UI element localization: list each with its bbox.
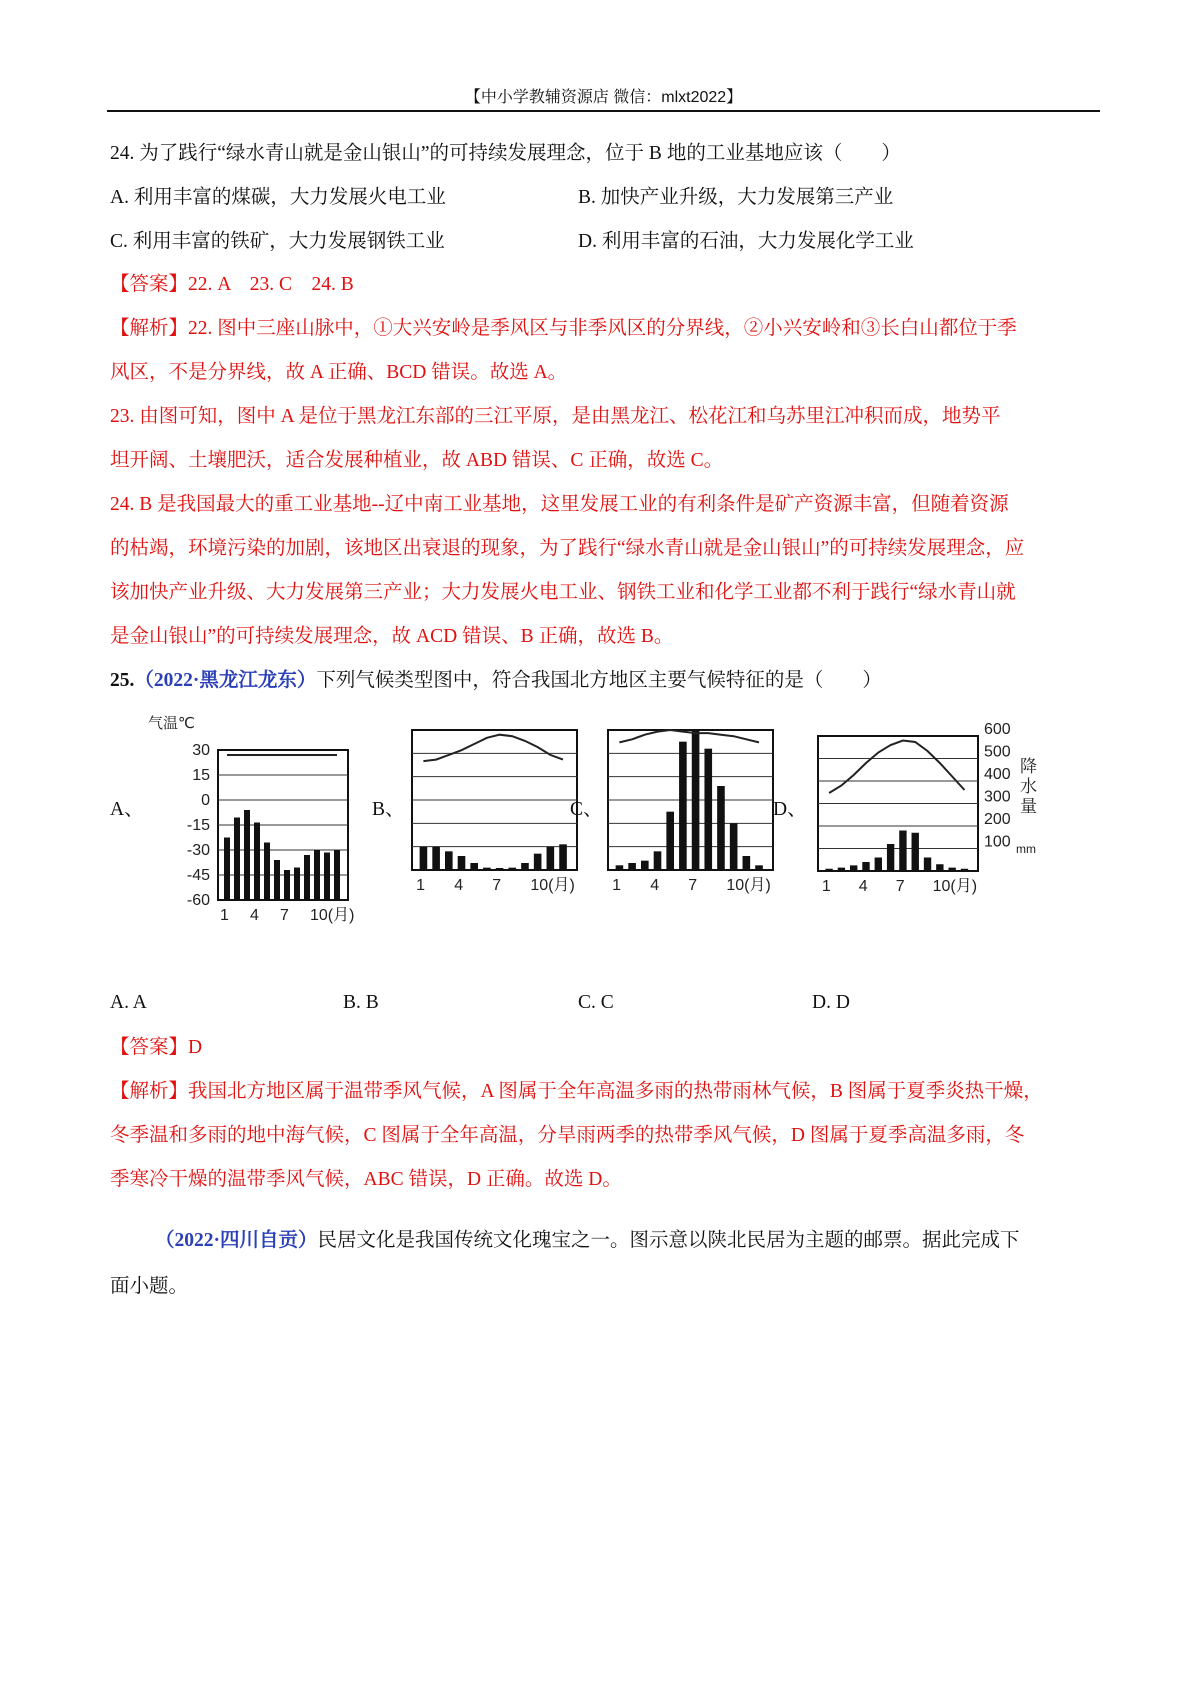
intro-line: 面小题。: [110, 1276, 189, 1297]
intro-line: [155, 1229, 1020, 1253]
precipitation-bar: [470, 863, 478, 870]
answer-label: 【答案】: [110, 1037, 189, 1058]
precipitation-bar: [654, 851, 662, 870]
answer-block-2: [110, 1036, 202, 1060]
temperature-tick-label: 0: [201, 792, 210, 809]
x-tick-label: 10(月): [310, 907, 355, 924]
answer-text: 22. A 23. C 24. B: [188, 274, 354, 295]
precipitation-bar: [743, 856, 751, 870]
precipitation-tick-label: 100: [984, 833, 1011, 851]
x-tick-label: 1: [821, 878, 831, 895]
precipitation-bar: [294, 868, 300, 901]
q25-option-b: B. B: [343, 992, 379, 1013]
precipitation-tick-label: 500: [984, 743, 1011, 761]
analysis-line: 风区，不是分界线，故 A 正确、BCD 错误。故选 A。: [110, 362, 568, 383]
precipitation-axis-label: 量: [1020, 797, 1037, 816]
page-header: 【中小学教辅资源店 微信：mlxt2022】: [464, 89, 743, 106]
analysis-line: 季寒冷干燥的温带季风气候，ABC 错误，D 正确。故选 D。: [110, 1169, 622, 1190]
x-tick-label: 10(月): [726, 877, 771, 894]
precipitation-bar: [641, 861, 649, 870]
x-tick-label: 7: [895, 878, 905, 895]
chart-letter-d: D、: [773, 799, 807, 820]
temperature-tick-label: -45: [186, 867, 210, 884]
precipitation-bar: [616, 865, 624, 870]
climate-charts: [0, 700, 1200, 980]
precipitation-bar: [628, 863, 636, 870]
analysis-line: 23. 由图可知，图中 A 是位于黑龙江东部的三江平原，是由黑龙江、松花江和乌苏里江冲积而成，地势平: [110, 406, 1001, 427]
precipitation-bar: [924, 858, 931, 872]
precipitation-bar: [850, 865, 857, 871]
precipitation-tick-label: 400: [984, 766, 1011, 783]
precipitation-bar: [862, 862, 869, 871]
temperature-axis-label: 气温℃: [148, 715, 195, 732]
precipitation-bar: [559, 844, 567, 870]
temperature-tick-label: -30: [186, 842, 210, 859]
q24-stem: 24. 为了践行“绿水青山就是金山银山”的可持续发展理念，位于 B 地的工业基地应该（ ）: [110, 143, 901, 164]
precipitation-bar: [244, 810, 250, 900]
intro-text: 民居文化是我国传统文化瑰宝之一。图示意以陕北民居为主题的邮票。据此完成下: [317, 1230, 1020, 1251]
x-tick-label: 10(月): [530, 877, 575, 894]
precipitation-bar: [483, 868, 491, 870]
x-tick-label: 4: [454, 877, 464, 894]
answer-text: D: [188, 1037, 203, 1058]
precipitation-bar: [666, 812, 674, 870]
x-tick-label: 4: [250, 907, 259, 924]
precipitation-bar: [899, 831, 906, 872]
precipitation-bar: [838, 868, 845, 871]
precipitation-bar: [264, 843, 270, 901]
precipitation-tick-label: 600: [984, 721, 1011, 738]
precipitation-bar: [234, 818, 240, 901]
q25-stem-line: [110, 669, 882, 693]
q24-option-b: B. 加快产业升级，大力发展第三产业: [578, 187, 894, 208]
precipitation-tick-label: 200: [984, 811, 1011, 828]
analysis-label: 【解析】: [110, 1081, 189, 1102]
precipitation-bar: [875, 858, 882, 872]
x-tick-label: 4: [650, 877, 660, 894]
temperature-tick-label: 30: [192, 742, 210, 759]
precipitation-bar: [224, 838, 230, 901]
x-tick-label: 1: [416, 877, 426, 894]
q25-stem: 下列气候类型图中，符合我国北方地区主要气候特征的是（ ）: [316, 670, 882, 691]
temperature-tick-label: -15: [186, 817, 210, 834]
precipitation-bar: [948, 868, 955, 871]
q25-option-d: D. D: [812, 992, 850, 1013]
precipitation-bar: [508, 868, 516, 870]
temperature-line: [619, 730, 759, 742]
precipitation-bar: [547, 847, 555, 870]
precipitation-bar: [254, 823, 260, 901]
analysis-label: 【解析】: [110, 318, 189, 339]
q25-source: （2022·黑龙江龙东）: [134, 670, 317, 691]
precipitation-bar: [521, 863, 529, 870]
precipitation-bar: [961, 869, 968, 871]
answer-block-1: [110, 273, 354, 297]
intro-source: （2022·四川自贡）: [155, 1230, 318, 1251]
analysis-line: 24. B 是我国最大的重工业基地--辽中南工业基地，这里发展工业的有利条件是矿产资源丰富，但随着资源: [110, 494, 1009, 515]
q25-option-a: A. A: [110, 992, 147, 1013]
precipitation-bar: [704, 749, 712, 870]
precipitation-bar: [534, 854, 542, 870]
precipitation-axis-label: 水: [1020, 777, 1037, 796]
answer-label: 【答案】: [110, 274, 189, 295]
chart-letter-b: B、: [372, 799, 405, 820]
precipitation-bar: [755, 865, 763, 870]
analysis-line: [110, 317, 1017, 341]
precipitation-bar: [912, 833, 919, 871]
precipitation-bar: [717, 786, 725, 870]
x-tick-label: 7: [280, 907, 289, 924]
precipitation-bar: [458, 856, 466, 870]
chart-letter-c: C、: [570, 799, 603, 820]
x-tick-label: 1: [612, 877, 622, 894]
x-tick-label: 1: [220, 907, 229, 924]
chart-letter-a: A、: [110, 799, 144, 820]
temperature-line: [829, 741, 964, 794]
temperature-tick-label: -60: [186, 892, 210, 909]
precipitation-axis-label: 降: [1020, 757, 1037, 776]
precipitation-unit: mm: [1016, 842, 1036, 856]
x-tick-label: 7: [688, 877, 698, 894]
x-tick-label: 7: [492, 877, 502, 894]
precipitation-bar: [420, 847, 428, 870]
precipitation-bar: [274, 860, 280, 900]
x-tick-label: 10(月): [932, 878, 978, 895]
analysis-line: [110, 1080, 1043, 1104]
x-tick-label: 4: [858, 878, 868, 895]
precipitation-bar: [496, 868, 504, 870]
precipitation-bar: [432, 847, 440, 870]
analysis-line: 坦开阔、土壤肥沃，适合发展种植业，故 ABD 错误、C 正确，故选 C。: [110, 450, 724, 471]
precipitation-bar: [445, 851, 453, 870]
precipitation-bar: [692, 730, 700, 870]
precipitation-bar: [825, 869, 832, 871]
precipitation-bar: [679, 742, 687, 870]
analysis-text: 我国北方地区属于温带季风气候，A 图属于全年高温多雨的热带雨林气候，B 图属于夏季炎热干燥，: [188, 1081, 1043, 1102]
header-rule: [107, 110, 1100, 112]
precipitation-bar: [936, 864, 943, 871]
analysis-line: 是金山银山”的可持续发展理念，故 ACD 错误、B 正确，故选 B。: [110, 626, 674, 647]
precipitation-bar: [284, 870, 290, 900]
precipitation-bar: [334, 850, 340, 900]
q24-option-a: A. 利用丰富的煤碳，大力发展火电工业: [110, 187, 446, 208]
precipitation-bar: [314, 850, 320, 900]
q24-option-d: D. 利用丰富的石油，大力发展化学工业: [578, 231, 914, 252]
analysis-line: 该加快产业升级、大力发展第三产业；大力发展火电工业、钢铁工业和化学工业都不利于践行“绿水青山就: [110, 582, 1016, 603]
q24-option-c: C. 利用丰富的铁矿，大力发展钢铁工业: [110, 231, 445, 252]
analysis-line: 冬季温和多雨的地中海气候，C 图属于全年高温，分旱雨两季的热带季风气候，D 图属于夏季高温多雨，冬: [110, 1125, 1025, 1146]
precipitation-bar: [304, 855, 310, 900]
analysis-line: 的枯竭，环境污染的加剧，该地区出衰退的现象，为了践行“绿水青山就是金山银山”的可持续发展理念，应: [110, 538, 1025, 559]
precipitation-bar: [324, 853, 330, 901]
precipitation-tick-label: 300: [984, 788, 1011, 806]
temperature-line: [423, 735, 563, 761]
precipitation-bar: [730, 823, 738, 870]
q25-number: 25.: [110, 670, 135, 691]
analysis-text: 22. 图中三座山脉中，①大兴安岭是季风区与非季风区的分界线，②小兴安岭和③长白山都位于季: [188, 318, 1017, 339]
temperature-tick-label: 15: [192, 767, 210, 784]
precipitation-bar: [887, 844, 894, 871]
q25-option-c: C. C: [578, 992, 614, 1013]
